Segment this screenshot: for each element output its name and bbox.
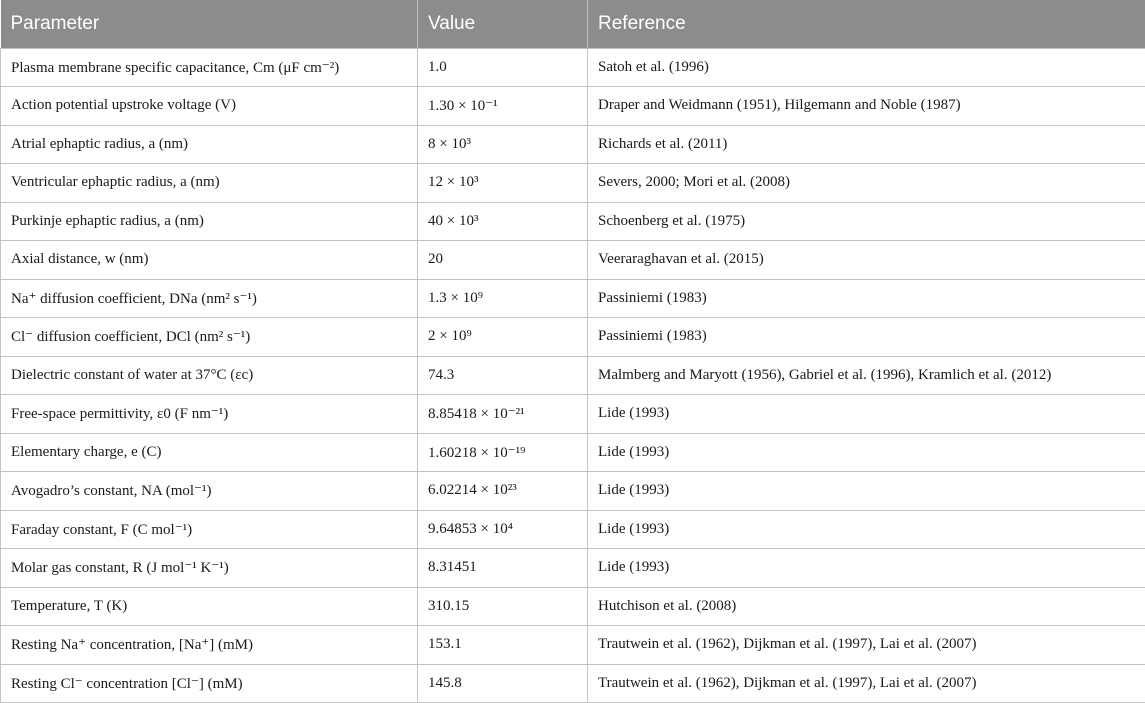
header-value: Value — [418, 0, 588, 48]
reference-cell: Veeraraghavan et al. (2015) — [588, 241, 1145, 280]
value-cell: 1.0 — [418, 48, 588, 87]
parameter-cell: Avogadro’s constant, NA (mol⁻¹) — [1, 472, 418, 511]
table-row — [1, 202, 1145, 241]
reference-cell: Malmberg and Maryott (1956), Gabriel et al. (1996), Kramlich et al. (2012) — [588, 356, 1145, 395]
table-row — [1, 433, 1145, 472]
reference-cell: Satoh et al. (1996) — [588, 48, 1145, 87]
header-reference: Reference — [588, 0, 1145, 48]
reference-cell: Trautwein et al. (1962), Dijkman et al. (1997), Lai et al. (2007) — [588, 664, 1145, 703]
table-row — [1, 48, 1145, 87]
parameter-cell: Axial distance, w (nm) — [1, 241, 418, 280]
parameter-cell: Free-space permittivity, ε0 (F nm⁻¹) — [1, 395, 418, 434]
parameter-cell: Ventricular ephaptic radius, a (nm) — [1, 164, 418, 203]
table-row — [1, 395, 1145, 434]
value-cell: 8.31451 — [418, 549, 588, 588]
value-cell: 9.64853 × 10⁴ — [418, 510, 588, 549]
value-cell: 6.02214 × 10²³ — [418, 472, 588, 511]
table-header — [1, 0, 1145, 48]
parameter-cell: Cl⁻ diffusion coefficient, DCl (nm² s⁻¹) — [1, 318, 418, 357]
table-row — [1, 241, 1145, 280]
reference-cell: Schoenberg et al. (1975) — [588, 202, 1145, 241]
parameter-cell: Faraday constant, F (C mol⁻¹) — [1, 510, 418, 549]
value-cell: 1.60218 × 10⁻¹⁹ — [418, 433, 588, 472]
reference-cell: Lide (1993) — [588, 549, 1145, 588]
reference-cell: Hutchison et al. (2008) — [588, 587, 1145, 626]
table-row — [1, 164, 1145, 203]
parameter-cell: Elementary charge, e (C) — [1, 433, 418, 472]
table-row — [1, 587, 1145, 626]
table-row — [1, 472, 1145, 511]
table-row — [1, 549, 1145, 588]
reference-cell: Passiniemi (1983) — [588, 318, 1145, 357]
table-row — [1, 87, 1145, 126]
parameter-cell: Plasma membrane specific capacitance, Cm (μF cm⁻²) — [1, 48, 418, 87]
value-cell: 145.8 — [418, 664, 588, 703]
table-row — [1, 626, 1145, 665]
reference-cell: Passiniemi (1983) — [588, 279, 1145, 318]
value-cell: 74.3 — [418, 356, 588, 395]
parameter-cell: Action potential upstroke voltage (V) — [1, 87, 418, 126]
reference-cell: Trautwein et al. (1962), Dijkman et al. (1997), Lai et al. (2007) — [588, 626, 1145, 665]
parameter-cell: Temperature, T (K) — [1, 587, 418, 626]
parameter-cell: Atrial ephaptic radius, a (nm) — [1, 125, 418, 164]
header-row — [1, 0, 1145, 48]
parameter-cell: Purkinje ephaptic radius, a (nm) — [1, 202, 418, 241]
value-cell: 8.85418 × 10⁻²¹ — [418, 395, 588, 434]
reference-cell: Lide (1993) — [588, 472, 1145, 511]
value-cell: 1.3 × 10⁹ — [418, 279, 588, 318]
reference-cell: Draper and Weidmann (1951), Hilgemann and Noble (1987) — [588, 87, 1145, 126]
table-row — [1, 664, 1145, 703]
header-parameter: Parameter — [1, 0, 418, 48]
parameter-cell: Molar gas constant, R (J mol⁻¹ K⁻¹) — [1, 549, 418, 588]
table-row — [1, 318, 1145, 357]
table-row — [1, 125, 1145, 164]
value-cell: 310.15 — [418, 587, 588, 626]
value-cell: 2 × 10⁹ — [418, 318, 588, 357]
reference-cell: Lide (1993) — [588, 395, 1145, 434]
value-cell: 1.30 × 10⁻¹ — [418, 87, 588, 126]
parameter-cell: Dielectric constant of water at 37°C (εc) — [1, 356, 418, 395]
reference-cell: Richards et al. (2011) — [588, 125, 1145, 164]
reference-cell: Lide (1993) — [588, 510, 1145, 549]
table-row — [1, 279, 1145, 318]
reference-cell: Severs, 2000; Mori et al. (2008) — [588, 164, 1145, 203]
value-cell: 20 — [418, 241, 588, 280]
value-cell: 153.1 — [418, 626, 588, 665]
value-cell: 40 × 10³ — [418, 202, 588, 241]
reference-cell: Lide (1993) — [588, 433, 1145, 472]
parameter-cell: Resting Na⁺ concentration, [Na⁺] (mM) — [1, 626, 418, 665]
value-cell: 8 × 10³ — [418, 125, 588, 164]
table-body — [1, 48, 1145, 703]
parameter-cell: Resting Cl⁻ concentration [Cl⁻] (mM) — [1, 664, 418, 703]
table-row — [1, 356, 1145, 395]
parameter-cell: Na⁺ diffusion coefficient, DNa (nm² s⁻¹) — [1, 279, 418, 318]
value-cell: 12 × 10³ — [418, 164, 588, 203]
table-row — [1, 510, 1145, 549]
